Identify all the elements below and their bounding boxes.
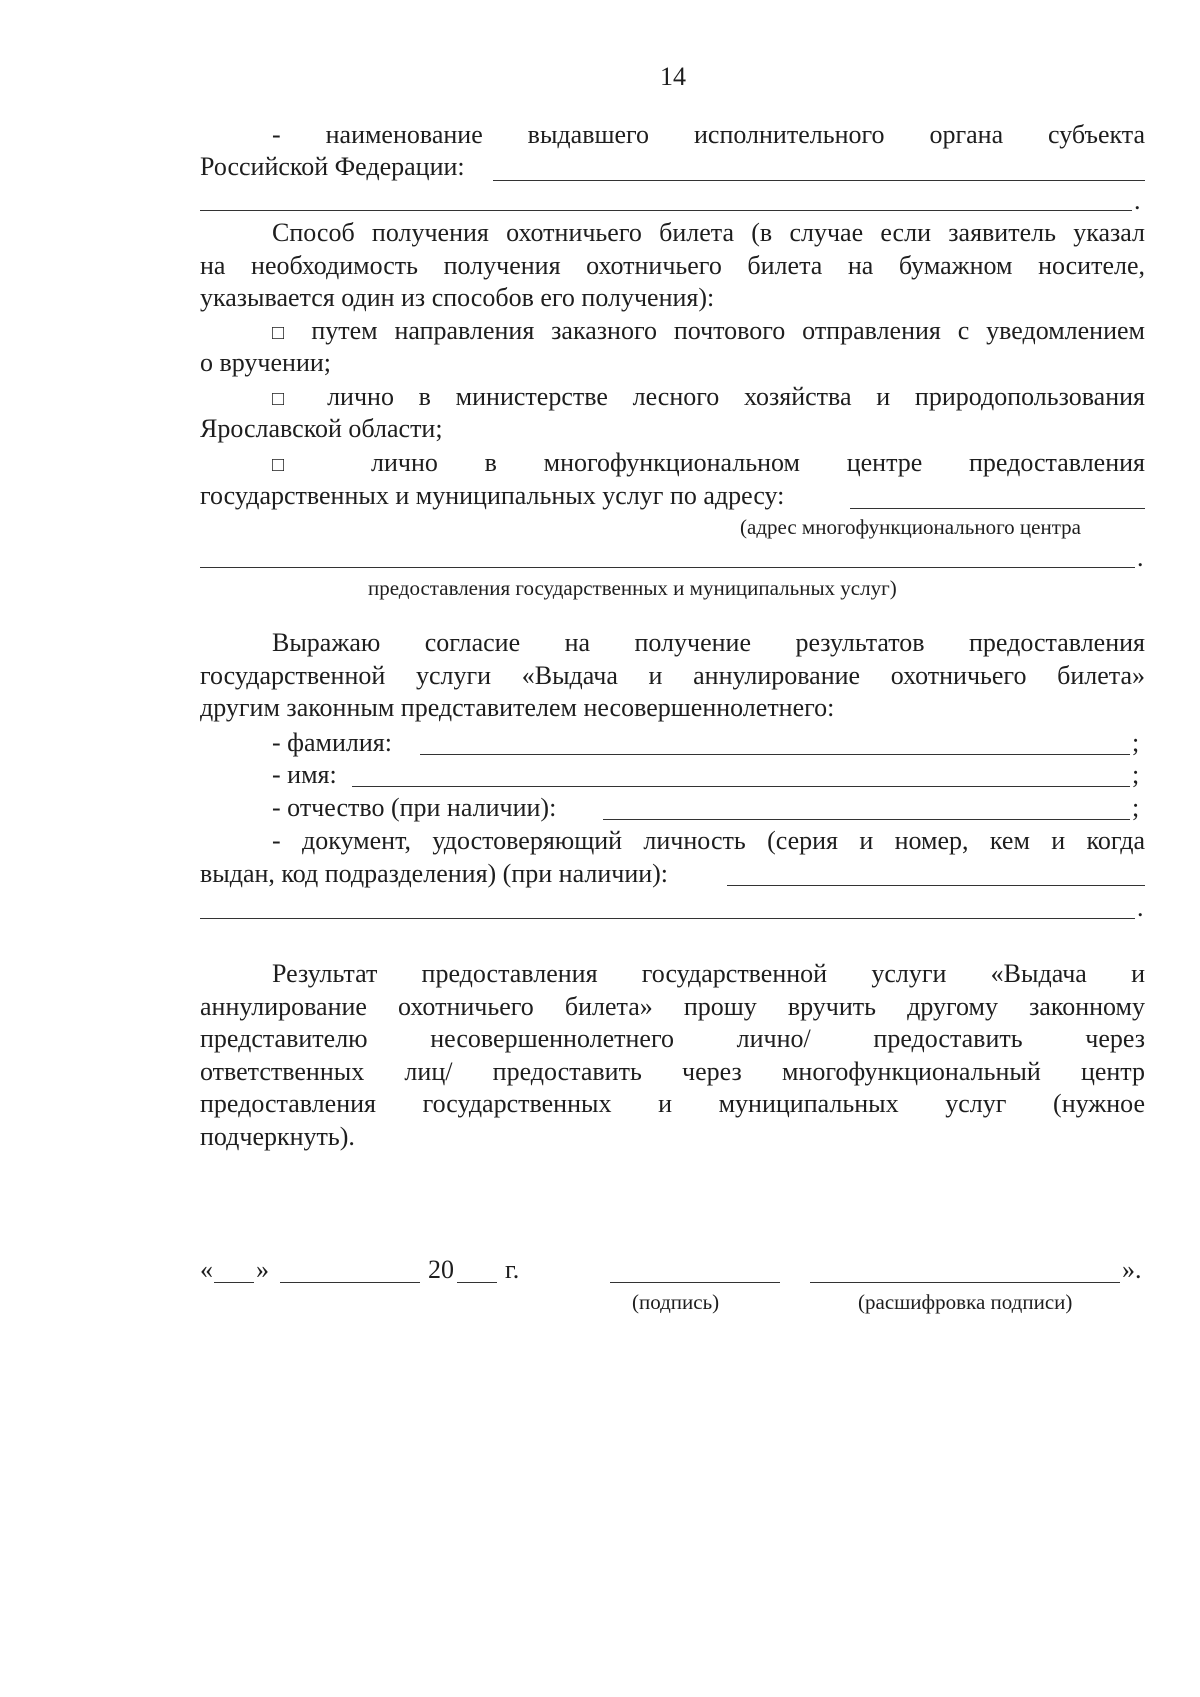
method-intro: Способ получения охотничьего билета (в случае если заявитель указал на необходимость получения охотничьего билета на бумажном носителе, указывается один из способов его получения): xyxy=(200,218,1145,313)
consent-text: Выражаю согласие на получение результатов предоставления государственной услуги «Выдача и аннулирование охотничьего билета» другим законным представителем несовершеннолетнего: xyxy=(200,628,1145,723)
surname-label: - фамилия: xyxy=(272,728,392,757)
date-month-field[interactable] xyxy=(280,1282,420,1283)
document-label: выдан, код подразделения) (при наличии): xyxy=(200,859,669,888)
issuer-field-continued[interactable] xyxy=(200,210,1132,211)
date-quote-close: » xyxy=(256,1255,269,1284)
issuer-period: . xyxy=(1134,186,1141,215)
signature-end-mark: ». xyxy=(1122,1255,1142,1284)
option-ministry-cont: Ярославской области; xyxy=(200,414,443,443)
page-number: 14 xyxy=(660,62,686,91)
mfc-address-field[interactable] xyxy=(850,508,1145,509)
signature-decoding-caption: (расшифровка подписи) xyxy=(858,1290,1073,1314)
issuer-field[interactable] xyxy=(493,180,1145,181)
mfc-address-field-continued[interactable] xyxy=(200,567,1135,568)
document-field[interactable] xyxy=(727,885,1145,886)
option-mfc: □ лично в многофункциональном центре предоставления xyxy=(272,448,1146,477)
issuer-line1: - наименование выдавшего исполнительного органа субъекта xyxy=(272,120,1145,149)
patronymic-field[interactable] xyxy=(603,819,1130,820)
address-period: . xyxy=(1137,543,1144,572)
patronymic-semicolon: ; xyxy=(1132,793,1140,822)
surname-semicolon: ; xyxy=(1132,728,1140,757)
checkbox-ministry[interactable]: □ xyxy=(272,388,303,410)
name-field[interactable] xyxy=(352,786,1130,787)
issuer-label: Российской Федерации: xyxy=(200,152,465,181)
patronymic-label: - отчество (при наличии): xyxy=(272,793,557,822)
checkbox-postal[interactable]: □ xyxy=(272,322,295,344)
date-day-field[interactable] xyxy=(214,1282,254,1283)
option-postal-cont: о вручении; xyxy=(200,348,332,377)
name-label: - имя: xyxy=(272,760,337,789)
option-ministry: □ лично в министерстве лесного хозяйства и природопользования xyxy=(272,382,1145,411)
surname-field[interactable] xyxy=(420,754,1130,755)
checkbox-mfc[interactable]: □ xyxy=(272,454,325,476)
name-semicolon: ; xyxy=(1132,760,1140,789)
date-year-field[interactable] xyxy=(457,1282,497,1283)
signature-field[interactable] xyxy=(610,1282,780,1283)
signature-decoding-field[interactable] xyxy=(810,1282,1120,1283)
option-mfc-label: государственных и муниципальных услуг по адресу: xyxy=(200,481,785,510)
document-field-continued[interactable] xyxy=(200,918,1135,919)
result-text: Результат предоставления государственной услуги «Выдача и аннулирование охотничьего билета» прошу вручить другому законному представителю несовершеннолетнего лично/ предоставить через ответственных лиц/ предоставить через многофункциональный центр предоставления государственных и муниципальных услуг (нужное подчеркнуть). xyxy=(200,959,1145,1151)
document-line1: - документ, удостоверяющий личность (серия и номер, кем и когда xyxy=(272,826,1145,855)
date-year-prefix: 20 xyxy=(428,1255,454,1284)
date-quote-open: « xyxy=(200,1255,213,1284)
address-caption-1: (адрес многофункционального центра xyxy=(740,515,1081,539)
document-period: . xyxy=(1137,893,1144,922)
address-caption-2: предоставления государственных и муниципальных услуг) xyxy=(368,576,897,600)
option-postal: □ путем направления заказного почтового отправления с уведомлением xyxy=(272,316,1145,345)
signature-caption: (подпись) xyxy=(632,1290,720,1314)
date-year-suffix: г. xyxy=(505,1255,520,1284)
